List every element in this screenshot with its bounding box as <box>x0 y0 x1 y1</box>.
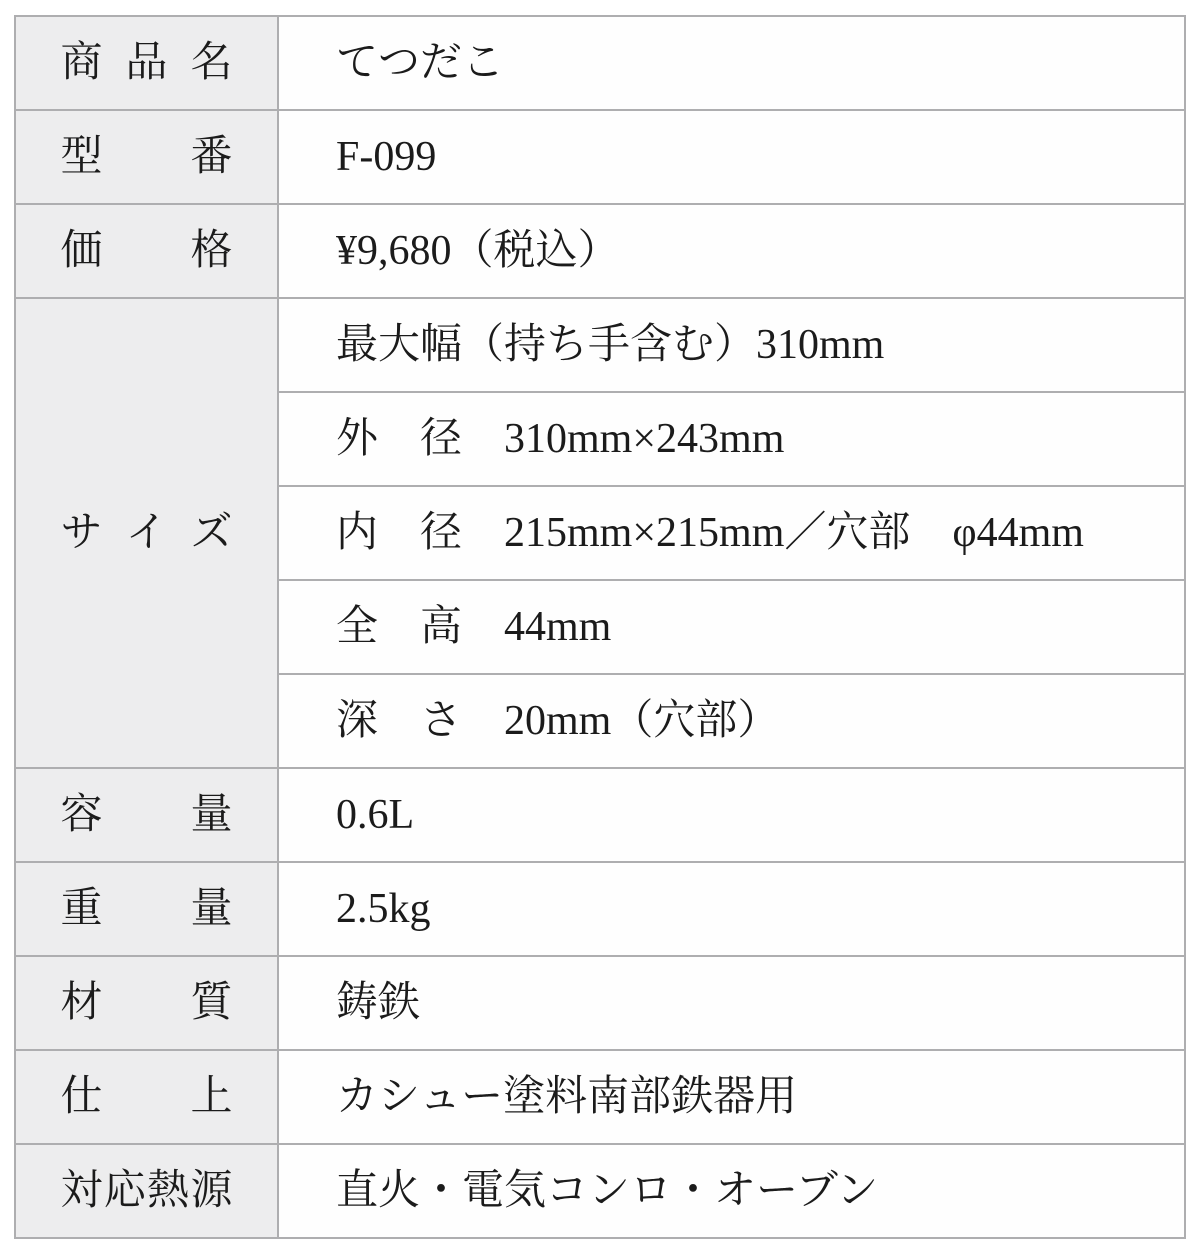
table-row-price <box>15 204 1185 298</box>
spec-label: 価 格 <box>60 227 233 274</box>
product-spec-table-wrap <box>14 15 1186 1239</box>
spec-label: 型 番 <box>60 133 233 180</box>
spec-label: 商 品 名 <box>60 39 233 86</box>
spec-label-cell-product-name <box>15 16 278 110</box>
product-spec-table <box>14 15 1186 1239</box>
spec-value-heat-sources: 直火・電気コンロ・オーブン <box>278 1144 1185 1238</box>
spec-value-size-max-width: 最大幅（持ち手含む）310mm <box>278 298 1185 392</box>
table-row-finish <box>15 1050 1185 1144</box>
spec-label-cell-size <box>15 298 278 768</box>
spec-label: 仕 上 <box>60 1073 233 1120</box>
spec-value-size-outer-diameter: 外 径 310mm×243mm <box>278 392 1185 486</box>
spec-value-size-inner-diameter: 内 径 215mm×215mm／穴部 φ44mm <box>278 486 1185 580</box>
spec-label-cell-capacity <box>15 768 278 862</box>
spec-label-cell-finish <box>15 1050 278 1144</box>
spec-label: サ イ ズ <box>60 509 233 556</box>
spec-label: 容 量 <box>60 791 233 838</box>
spec-label: 重 量 <box>60 885 233 932</box>
spec-value-size-total-height: 全 高 44mm <box>278 580 1185 674</box>
table-row-weight <box>15 862 1185 956</box>
table-row-product-name <box>15 16 1185 110</box>
spec-label-cell-heat-sources <box>15 1144 278 1238</box>
spec-value-model-number: F-099 <box>278 110 1185 204</box>
spec-label: 材 質 <box>60 979 233 1026</box>
spec-label-cell-material <box>15 956 278 1050</box>
table-row-capacity <box>15 768 1185 862</box>
table-row-size-max-width <box>15 298 1185 392</box>
spec-value-price: ¥9,680（税込） <box>278 204 1185 298</box>
spec-label-cell-weight <box>15 862 278 956</box>
spec-value-material: 鋳鉄 <box>278 956 1185 1050</box>
table-row-heat-sources <box>15 1144 1185 1238</box>
spec-label-cell-price <box>15 204 278 298</box>
table-row-material <box>15 956 1185 1050</box>
spec-value-size-depth: 深 さ 20mm（穴部） <box>278 674 1185 768</box>
spec-value-weight: 2.5kg <box>278 862 1185 956</box>
table-row-model-number <box>15 110 1185 204</box>
spec-value-product-name: てつだこ <box>278 16 1185 110</box>
spec-label-cell-model-number <box>15 110 278 204</box>
spec-label: 対 応 熱 源 <box>60 1167 233 1214</box>
spec-value-capacity: 0.6L <box>278 768 1185 862</box>
spec-value-finish: カシュー塗料南部鉄器用 <box>278 1050 1185 1144</box>
